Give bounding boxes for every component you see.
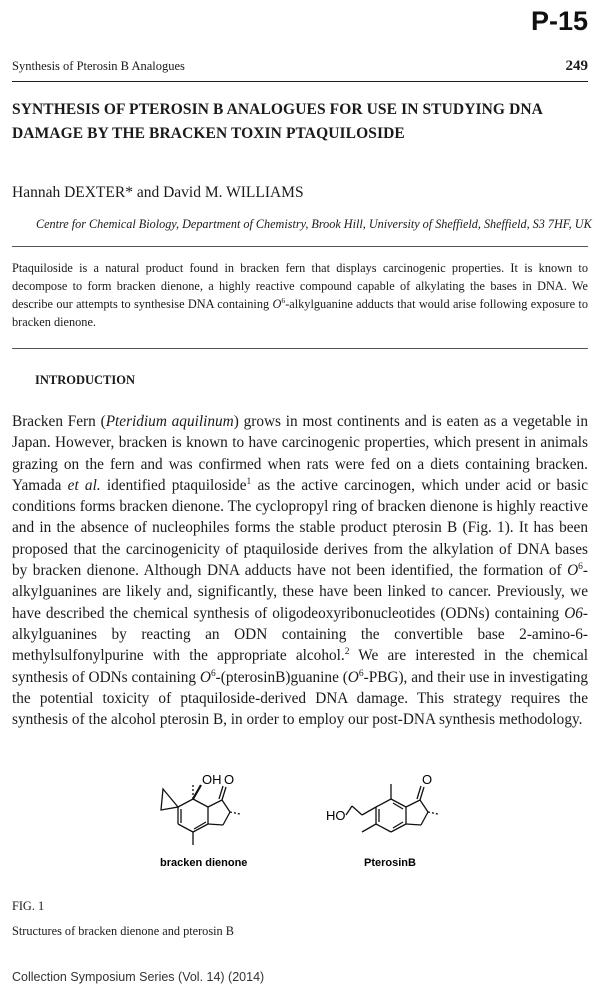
affiliation: Centre for Chemical Biology, Department of Chemistry, Brook Hill, University of Sheffield, Sheffield, S3 7HF, UK <box>36 217 592 231</box>
section-heading-introduction: INTRODUCTION <box>35 373 136 387</box>
bond <box>406 824 421 825</box>
intro-o-letter: O <box>199 668 211 686</box>
wedge-bond <box>193 785 201 799</box>
reference-marker: 1 <box>246 476 252 487</box>
molecule-label-pterosin-b: PterosinB <box>364 857 416 869</box>
bond <box>208 800 222 807</box>
intro-species: Pteridium aquilinum <box>105 413 234 430</box>
intro-text: identified ptaquiloside <box>100 476 247 494</box>
intro-o6: O6 <box>564 604 583 622</box>
cyclopropane-ring <box>161 789 178 810</box>
methyl-bond <box>362 824 376 832</box>
intro-sup: 6 <box>578 561 583 572</box>
authors: Hannah DEXTER* and David M. WILLIAMS <box>12 184 304 201</box>
bond <box>406 800 420 807</box>
bond <box>376 824 391 832</box>
bond <box>376 799 391 807</box>
atom-label: O <box>422 772 433 787</box>
bond <box>420 800 428 812</box>
figure-caption-label: FIG. 1 <box>12 899 45 913</box>
reference-marker: 2 <box>344 647 350 658</box>
chemical-structures <box>150 770 490 870</box>
atom-label: O <box>224 772 235 787</box>
abstract-sup: 6 <box>281 295 286 305</box>
bond <box>362 807 376 815</box>
intro-text: Bracken Fern ( <box>12 413 106 430</box>
footer: Collection Symposium Series (Vol. 14) (2014) <box>12 970 265 984</box>
bond <box>178 824 193 832</box>
running-head <box>12 58 588 75</box>
atom-label: OH <box>202 772 222 787</box>
intro-text: ) grows in most continents and is eaten as a vegetable in Japan. However, bracken is known to have carcinogenic properties, which present in animals grazing on the fern and was confirmed when rats were fed on a diets containing bracken. Yamada <box>12 413 588 494</box>
abstract <box>12 259 588 331</box>
intro-text: -alkylguanines by reacting an ODN containing the convertible base 2-amino-6-methylsulfonylpurine with the appropriate alcohol. <box>12 604 588 665</box>
bond <box>421 812 428 825</box>
bond <box>178 799 193 807</box>
intro-text: We are interested in the chemical synthesis of ODNs containing <box>12 647 588 686</box>
paper-title: SYNTHESIS OF PTEROSIN B ANALOGUES FOR USE IN STUDYING DNA DAMAGE BY THE BRACKEN TOXIN PTAQUILOSIDE <box>12 101 543 142</box>
abstract-divider <box>12 348 588 349</box>
abstract-o-letter: O <box>272 297 282 311</box>
bond <box>223 812 230 825</box>
affiliation-divider <box>12 246 588 247</box>
header-divider <box>12 81 588 82</box>
introduction-paragraph <box>12 411 588 730</box>
intro-o-letter: O <box>347 668 359 686</box>
intro-text: -(pterosinB)guanine ( <box>215 668 348 686</box>
intro-text: -alkylguanines are likely and, significantly, these have been linked to cancer. Previously, we have described the chemical synthesis of oligodeoxyribonucleotides (ODNs) containing <box>12 562 588 622</box>
intro-et-al: et al. <box>67 476 101 494</box>
intro-sup: 6 <box>358 668 364 679</box>
figure-1 <box>150 770 490 870</box>
abstract-text-1: Ptaquiloside is a natural product found in bracken fern that displays carcinogenic properties. It is known to decompose to form bracken dienone, a highly reactive compound capable of alkylating the bases in DNA. We describe our attempts to synthesise DNA containing <box>12 261 588 311</box>
running-head-title: Synthesis of Pterosin B Analogues <box>12 59 185 73</box>
figure-caption-text: Structures of bracken dienone and pterosin B <box>12 924 234 938</box>
intro-sup: 6 <box>210 668 216 679</box>
bond <box>208 824 223 825</box>
page-id-label: P-15 <box>530 6 588 36</box>
atom-label: HO <box>326 808 346 823</box>
hashed-methyl <box>230 812 240 814</box>
intro-text: -PBG), and their use in investigating the potential toxicity of ptaquiloside-derived DNA damage. This strategy requires the synthesis of the alcohol pterosin B, in order to employ our post-DNA synthesis methodology. <box>12 668 588 729</box>
bond <box>346 806 352 815</box>
bond <box>222 800 230 812</box>
molecule-label-bracken-dienone: bracken dienone <box>160 857 248 869</box>
page-number: 249 <box>565 58 588 74</box>
hashed-methyl <box>428 812 438 814</box>
intro-text: as the active carcinogen, which under acid or basic conditions forms bracken dienone. The cyclopropyl ring of bracken dienone is highly reactive and in the absence of nucleophiles forms the stable product pterosin B (Fig. 1). It has been proposed that the carcinogenicity of ptaquiloside derives from the alkylation of DNA bases by bracken dienone. Although DNA adducts have not been identified, the formation of <box>12 476 588 580</box>
intro-o-letter: O <box>567 562 579 580</box>
introduction-body <box>12 411 588 730</box>
abstract-text-2: -alkylguanine adducts that would arise following exposure to bracken dienone. <box>12 297 589 329</box>
bond <box>352 806 362 815</box>
bond <box>193 799 208 807</box>
